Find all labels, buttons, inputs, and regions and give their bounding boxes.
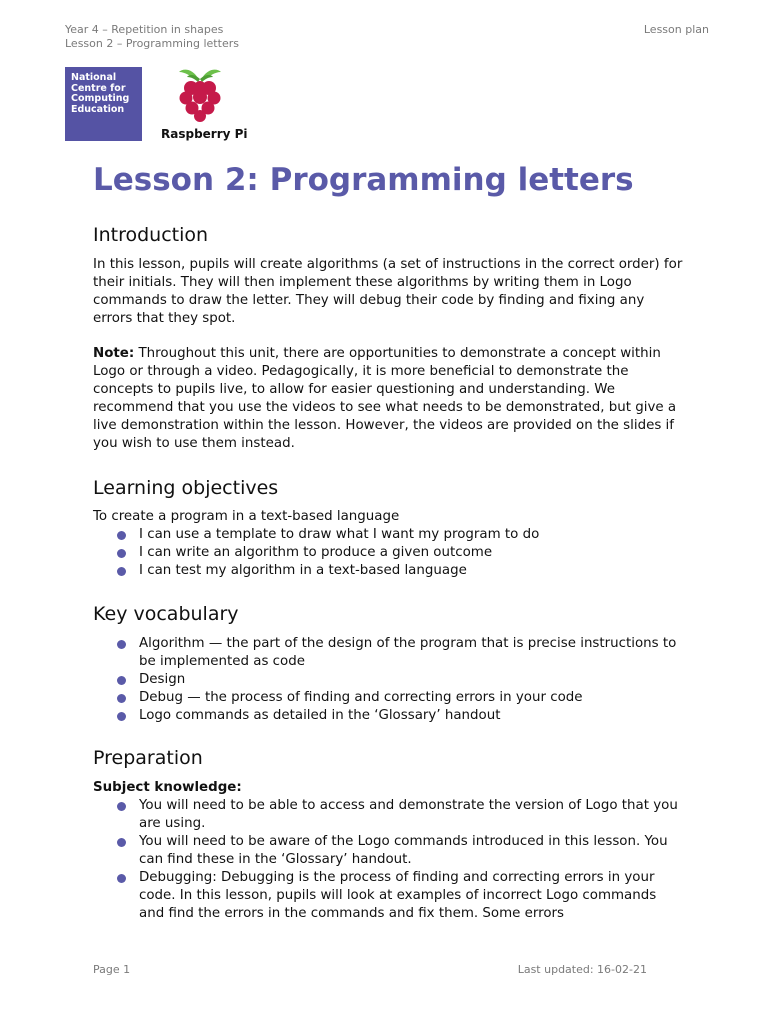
list-item: I can use a template to draw what I want my program to do: [93, 526, 683, 544]
list-item: Debugging: Debugging is the process of finding and correcting errors in your code. In this lesson, pupils will look at examples of incorrect Logo commands and find the errors in the commands and fix them. Some errors: [93, 869, 683, 923]
ncce-logo: [65, 67, 142, 141]
introduction-paragraph: In this lesson, pupils will create algorithms (a set of instructions in the correct order) for their initials. They will then implement these algorithms by writing them in Logo commands to draw the letter. They will debug their code by finding and fixing any errors that they spot.: [93, 257, 683, 326]
list-item: Design: [93, 671, 683, 689]
list-item: You will need to be able to access and demonstrate the version of Logo that you are using.: [93, 797, 683, 833]
introduction-section: [93, 256, 683, 453]
footer-last-updated: Last updated: 16-02-21: [517, 963, 647, 976]
vocabulary-section: [93, 635, 683, 725]
vocabulary-list: [93, 635, 683, 725]
raspberry-pi-label: Raspberry Pi: [161, 127, 248, 141]
list-item: I can test my algorithm in a text-based language: [93, 562, 683, 580]
list-item: You will need to be aware of the Logo commands introduced in this lesson. You can find these in the ‘Glossary’ handout.: [93, 833, 683, 869]
vocabulary-heading: Key vocabulary: [93, 603, 239, 625]
note-paragraph: [93, 345, 683, 453]
list-item: I can write an algorithm to produce a given outcome: [93, 544, 683, 562]
header-unit-title: Year 4 – Repetition in shapes: [65, 23, 224, 36]
list-item: Algorithm — the part of the design of the program that is precise instructions to be implemented as code: [93, 635, 683, 671]
objectives-list: [93, 526, 683, 580]
ncce-logo-line: Education: [71, 103, 125, 115]
list-item: Debug — the process of finding and correcting errors in your code: [93, 689, 683, 707]
document-header-left: [65, 23, 239, 51]
header-doc-type: Lesson plan: [643, 23, 709, 36]
subject-knowledge-heading: [93, 779, 683, 797]
footer-page-number: Page 1: [93, 963, 131, 976]
ncce-logo-line: National: [71, 72, 117, 83]
preparation-heading: Preparation: [93, 747, 203, 769]
ncce-logo-line: Centre for: [71, 82, 126, 94]
subject-knowledge-label: Subject knowledge:: [93, 780, 242, 795]
objectives-section: [93, 508, 683, 580]
list-item: Logo commands as detailed in the ‘Glossary’ handout: [93, 707, 683, 725]
header-lesson-title: Lesson 2 – Programming letters: [65, 37, 239, 50]
introduction-heading: Introduction: [93, 224, 209, 246]
page-title: Lesson 2: Programming letters: [93, 162, 634, 198]
note-text: Throughout this unit, there are opportunities to demonstrate a concept within Logo or through a video. Pedagogically, it is more beneficial to demonstrate the concepts to pupils live, to allow for easier questioning and understanding. We recommend that you use the videos to see what needs to be demonstrated, but give a live demonstration within the lesson. However, the videos are provided on the slides if you wish to use them instead.: [93, 346, 677, 451]
objectives-intro: To create a program in a text-based language: [93, 509, 400, 524]
note-label: Note:: [93, 346, 135, 361]
raspberry-icon: [175, 66, 225, 124]
preparation-list: [93, 797, 683, 923]
ncce-logo-line: Computing: [71, 93, 130, 104]
preparation-section: [93, 779, 683, 923]
objectives-heading: Learning objectives: [93, 477, 279, 499]
